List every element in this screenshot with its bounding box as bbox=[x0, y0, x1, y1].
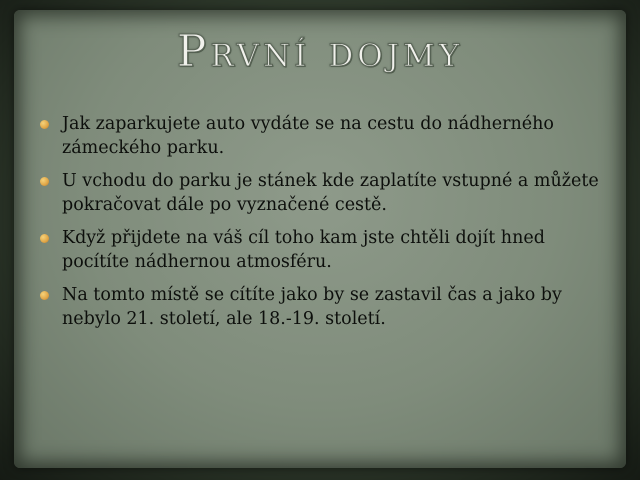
bullet-text: U vchodu do parku je stánek kde zaplatíte vstupné a můžete pokračovat dále po vyznačené cestě. bbox=[62, 171, 599, 215]
bullet-item bbox=[40, 283, 610, 331]
bullet-text: Na tomto místě se cítíte jako by se zastavil čas a jako by nebylo 21. století, ale 18.-19. století. bbox=[62, 285, 562, 329]
bullet-item bbox=[40, 226, 610, 274]
bullet-item bbox=[40, 112, 610, 160]
bullet-icon bbox=[40, 234, 49, 243]
bullet-item bbox=[40, 169, 610, 217]
bullet-icon bbox=[40, 291, 49, 300]
bullet-list bbox=[40, 112, 610, 331]
bullet-text: Když přijdete na váš cíl toho kam jste chtěli dojít hned pocítíte nádhernou atmosféru. bbox=[62, 228, 545, 272]
slide-title: První dojmy bbox=[176, 26, 464, 77]
bullet-icon bbox=[40, 120, 49, 129]
bullet-icon bbox=[40, 177, 49, 186]
bullet-text: Jak zaparkujete auto vydáte se na cestu do nádherného zámeckého parku. bbox=[62, 114, 554, 158]
slide-content bbox=[40, 112, 610, 340]
